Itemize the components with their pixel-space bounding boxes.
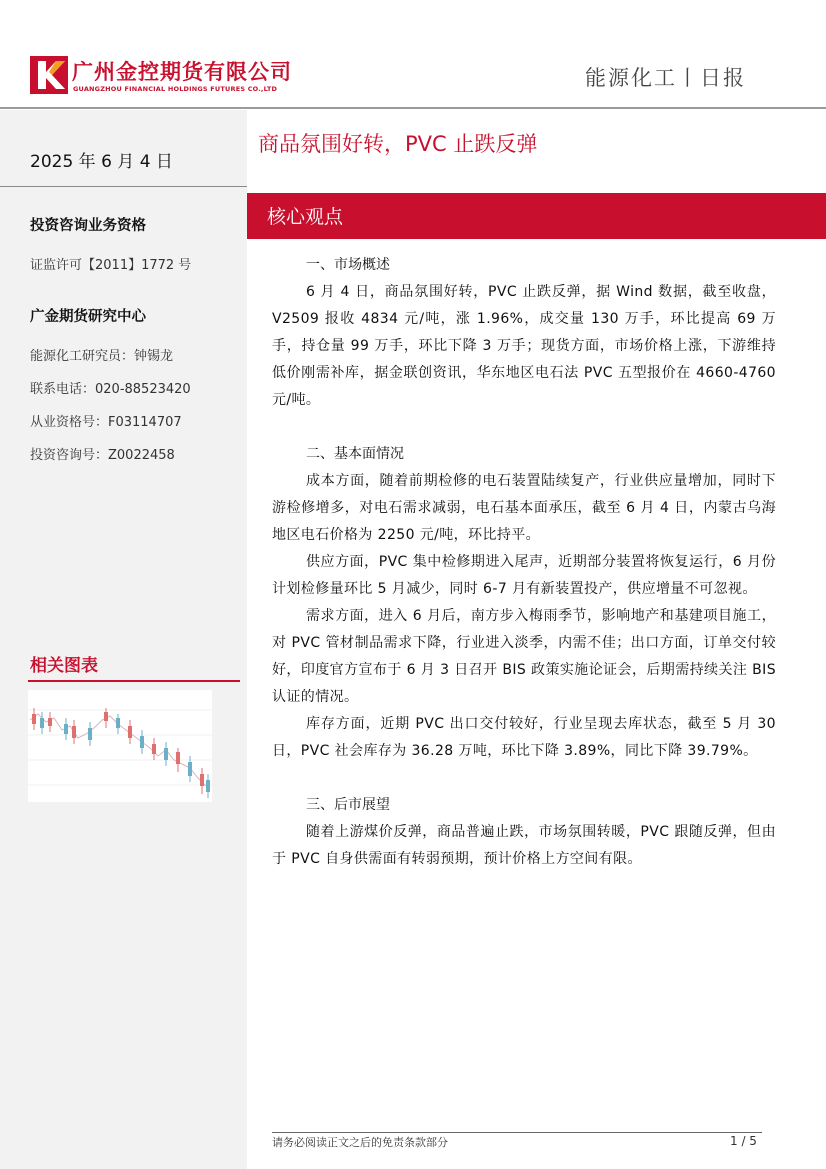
paragraph: 随着上游煤价反弹，商品普遍止跌，市场氛围转暖，PVC 跟随反弹，但由于 PVC 自身供需面有转弱预期，预计价格上方空间有限。 [272,824,776,867]
section-heading-market: 一、市场概述 [306,257,390,273]
paragraph: 库存方面，近期 PVC 出口交付较好，行业呈现去库状态，截至 5 月 30 日，PVC 社会库存为 36.28 万吨，环比下降 3.89%，同比下降 39.79%。 [272,716,776,759]
report-type: 能源化工丨日报 [585,66,746,90]
company-name-english: GUANGZHOU FINANCIAL HOLDINGS FUTURES CO.,LTD [73,85,278,93]
related-charts-underline [28,680,240,682]
paragraph: 成本方面，随着前期检修的电石装置陆续复产，行业供应量增加，同时下游检修增多，对电石需求减弱，电石基本面承压，截至 6 月 4 日，内蒙古乌海地区电石价格为 2250 元/吨，环比持平。 [272,473,776,543]
report-body [272,252,776,873]
paragraph: 6 月 4 日，商品氛围好转，PVC 止跌反弹，据 Wind 数据，截至收盘，V2509 报收 4834 元/吨，涨 1.96%，成交量 130 万手，环比提高 69 万手，持仓量 99 万手，环比下降 3 万手；现货方面，市场价格上涨，下游维持低价刚需补库，据金联创资讯，华东地区电石法 PVC 五型报价在 4660-4760 元/吨。 [272,284,776,408]
paragraph: 供应方面，PVC 集中检修期进入尾声，近期部分装置将恢复运行，6 月份计划检修量环比 5 月减少，同时 6-7 月有新装置投产，供应增量不可忽视。 [272,554,776,597]
section-heading-fundamentals: 二、基本面情况 [306,446,404,462]
report-title: 商品氛围好转，PVC 止跌反弹 [258,132,538,156]
analyst-name: 能源化工研究员：钟锡龙 [30,349,174,364]
license-number: 证监许可【2011】1772 号 [30,258,192,273]
disclaimer-note: 请务必阅读正文之后的免责条款部分 [272,1136,448,1149]
header-divider [0,107,826,109]
page-number: 1 / 5 [730,1134,757,1148]
sidebar-divider [0,186,247,187]
research-center-heading: 广金期货研究中心 [30,309,146,325]
section-heading-outlook: 三、后市展望 [306,797,390,813]
footer-divider [272,1132,762,1133]
company-name: 广州金控期货有限公司 [72,60,292,84]
practice-number: 从业资格号：F03114707 [30,415,182,430]
consult-number: 投资咨询号：Z0022458 [30,448,175,463]
candlestick-chart-thumbnail[interactable] [28,690,212,802]
core-view-banner [247,193,826,239]
page-header [0,0,826,108]
report-date: 2025 年 6 月 4 日 [30,152,173,172]
related-charts-title: 相关图表 [30,656,98,676]
qualification-heading: 投资咨询业务资格 [30,218,146,234]
k-letter-logo-icon [30,56,68,94]
paragraph: 需求方面，进入 6 月后，南方步入梅雨季节，影响地产和基建项目施工，对 PVC 管材制品需求下降，行业进入淡季，内需不佳；出口方面，订单交付较好，印度官方宣布于 6 月 3 日召开 BIS 政策实施论证会，后期需持续关注 BIS 认证的情况。 [272,608,776,705]
core-view-label: 核心观点 [267,206,344,228]
contact-phone: 联系电话：020-88523420 [30,382,191,397]
